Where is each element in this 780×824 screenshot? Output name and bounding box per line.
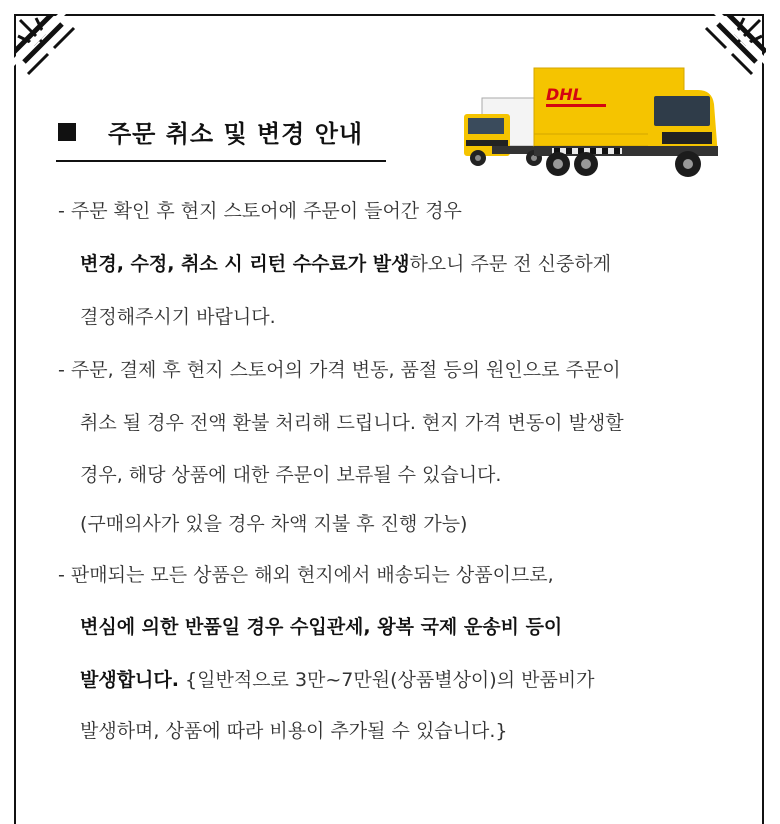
delivery-truck-image	[462, 60, 724, 190]
heading-underline	[56, 160, 386, 162]
dhl-logo: DHL	[546, 85, 583, 104]
notice-line: - 판매되는 모든 상품은 해외 현지에서 배송되는 상품이므로,	[58, 564, 554, 586]
notice-line: 변경, 수정, 취소 시 리턴 수수료가 발생하오니 주문 전 신중하게	[80, 253, 612, 275]
heading-bullet-icon	[58, 123, 76, 141]
notice-line: 취소 될 경우 전액 환불 처리해 드립니다. 현지 가격 변동이 발생할	[80, 412, 624, 434]
notice-line: 발생하며, 상품에 따라 비용이 추가될 수 있습니다.}	[80, 720, 508, 742]
heading-title: 주문 취소 및 변경 안내	[108, 120, 364, 148]
notice-line: 결정해주시기 바랍니다.	[80, 306, 276, 328]
notice-line: - 주문 확인 후 현지 스토어에 주문이 들어간 경우	[58, 200, 462, 222]
notice-line: (구매의사가 있을 경우 차액 지불 후 진행 가능)	[80, 513, 468, 535]
notice-line: 발생합니다. {일반적으로 3만~7만원(상품별상이)의 반품비가	[80, 669, 595, 691]
corner-ornament-top-left	[14, 14, 84, 84]
notice-line: 변심에 의한 반품일 경우 수입관세, 왕복 국제 운송비 등이	[80, 616, 563, 638]
notice-line: 경우, 해당 상품에 대한 주문이 보류될 수 있습니다.	[80, 464, 502, 486]
front-truck	[534, 68, 718, 177]
notice-line: - 주문, 결제 후 현지 스토어의 가격 변동, 품절 등의 원인으로 주문이	[58, 359, 621, 381]
